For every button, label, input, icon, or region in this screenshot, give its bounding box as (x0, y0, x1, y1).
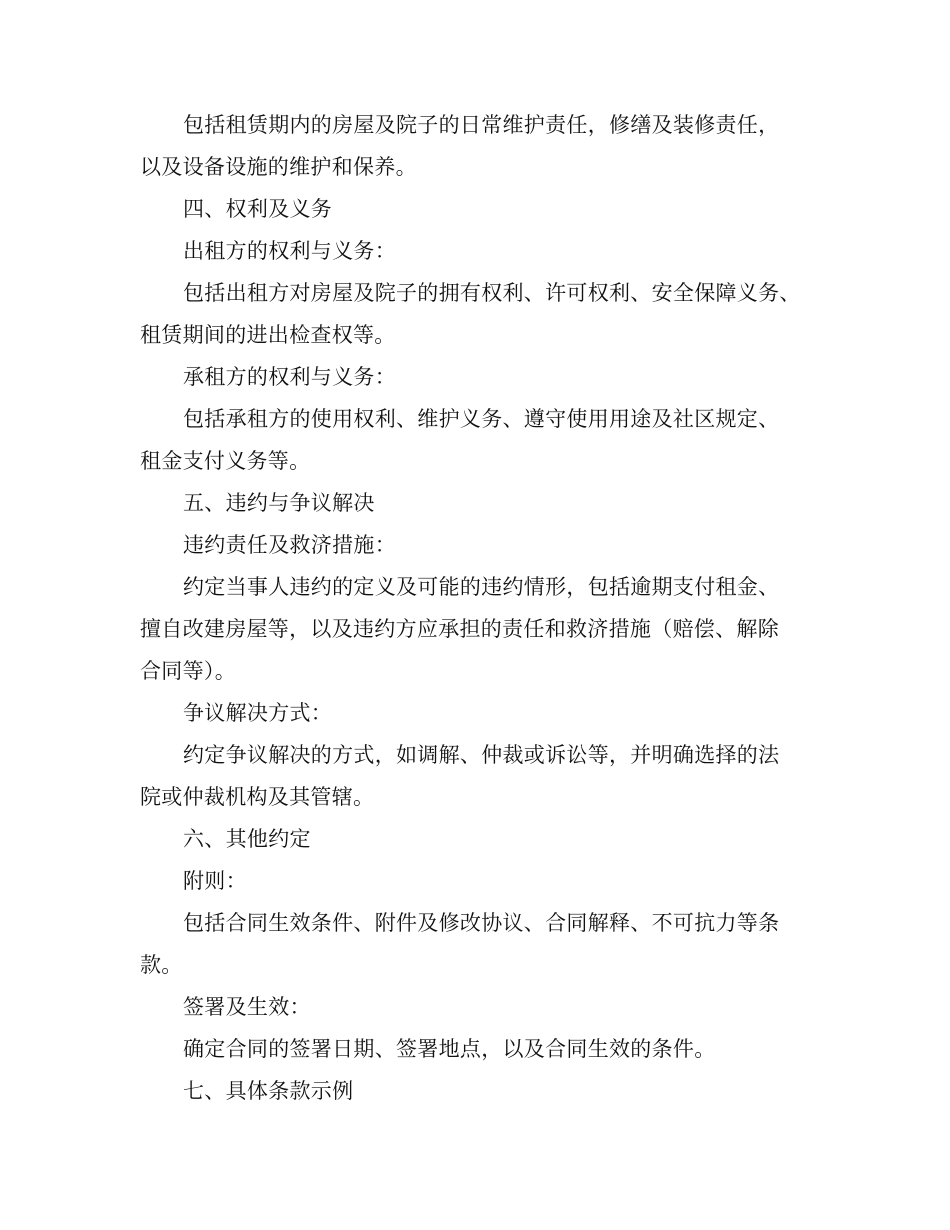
section-heading-7 (140, 1070, 840, 1112)
text-line: 款。 (140, 953, 183, 977)
text-line: 承租方的权利与义务： (183, 365, 396, 389)
text-line: 签署及生效： (183, 995, 311, 1019)
text-line: 包括合同生效条件、附件及修改协议、合同解释、不可抗力等条 (183, 911, 780, 935)
text-line: 包括出租方对房屋及院子的拥有权利、许可权利、安全保障义务、 (183, 281, 801, 305)
text-line: 争议解决方式： (183, 701, 333, 725)
subheading-dispute (140, 692, 840, 734)
section-heading-4 (140, 188, 840, 230)
text-line: 租金支付义务等。 (140, 449, 311, 473)
text-line: 约定当事人违约的定义及可能的违约情形，包括逾期支付租金、 (183, 575, 780, 599)
text-line: 院或仲裁机构及其管辖。 (140, 785, 375, 809)
text-line: 擅自改建房屋等，以及违约方应承担的责任和救济措施（赔偿、解除 (140, 617, 779, 641)
text-line: 约定争议解决的方式，如调解、仲裁或诉讼等，并明确选择的法 (183, 743, 780, 767)
text-line: 租赁期间的进出检查权等。 (140, 323, 396, 347)
paragraph-lessee-rights (140, 398, 840, 482)
text-line: 包括承租方的使用权利、维护义务、遵守使用用途及社区规定、 (183, 407, 780, 431)
paragraph-appendix (140, 902, 840, 986)
subheading-breach (140, 524, 840, 566)
paragraph-dispute (140, 734, 840, 818)
text-line: 六、其他约定 (183, 827, 311, 851)
subheading-signing (140, 986, 840, 1028)
text-line: 附则： (183, 869, 247, 893)
section-heading-5 (140, 482, 840, 524)
text-line: 五、违约与争议解决 (183, 491, 375, 515)
paragraph-lessor-rights (140, 272, 840, 356)
text-line: 确定合同的签署日期、签署地点，以及合同生效的条件。 (183, 1037, 716, 1061)
subheading-lessee (140, 356, 840, 398)
paragraph-maintenance (140, 104, 840, 188)
text-line: 违约责任及救济措施： (183, 533, 396, 557)
text-line: 出租方的权利与义务： (183, 239, 396, 263)
paragraph-breach (140, 566, 840, 692)
subheading-appendix (140, 860, 840, 902)
paragraph-signing (140, 1028, 840, 1070)
text-line: 以及设备设施的维护和保养。 (140, 155, 417, 179)
document-body (140, 104, 840, 1112)
text-line: 包括租赁期内的房屋及院子的日常维护责任，修缮及装修责任， (183, 113, 780, 137)
text-line: 四、权利及义务 (183, 197, 333, 221)
subheading-lessor (140, 230, 840, 272)
text-line: 合同等）。 (140, 659, 236, 683)
section-heading-6 (140, 818, 840, 860)
text-line: 七、具体条款示例 (183, 1079, 354, 1103)
